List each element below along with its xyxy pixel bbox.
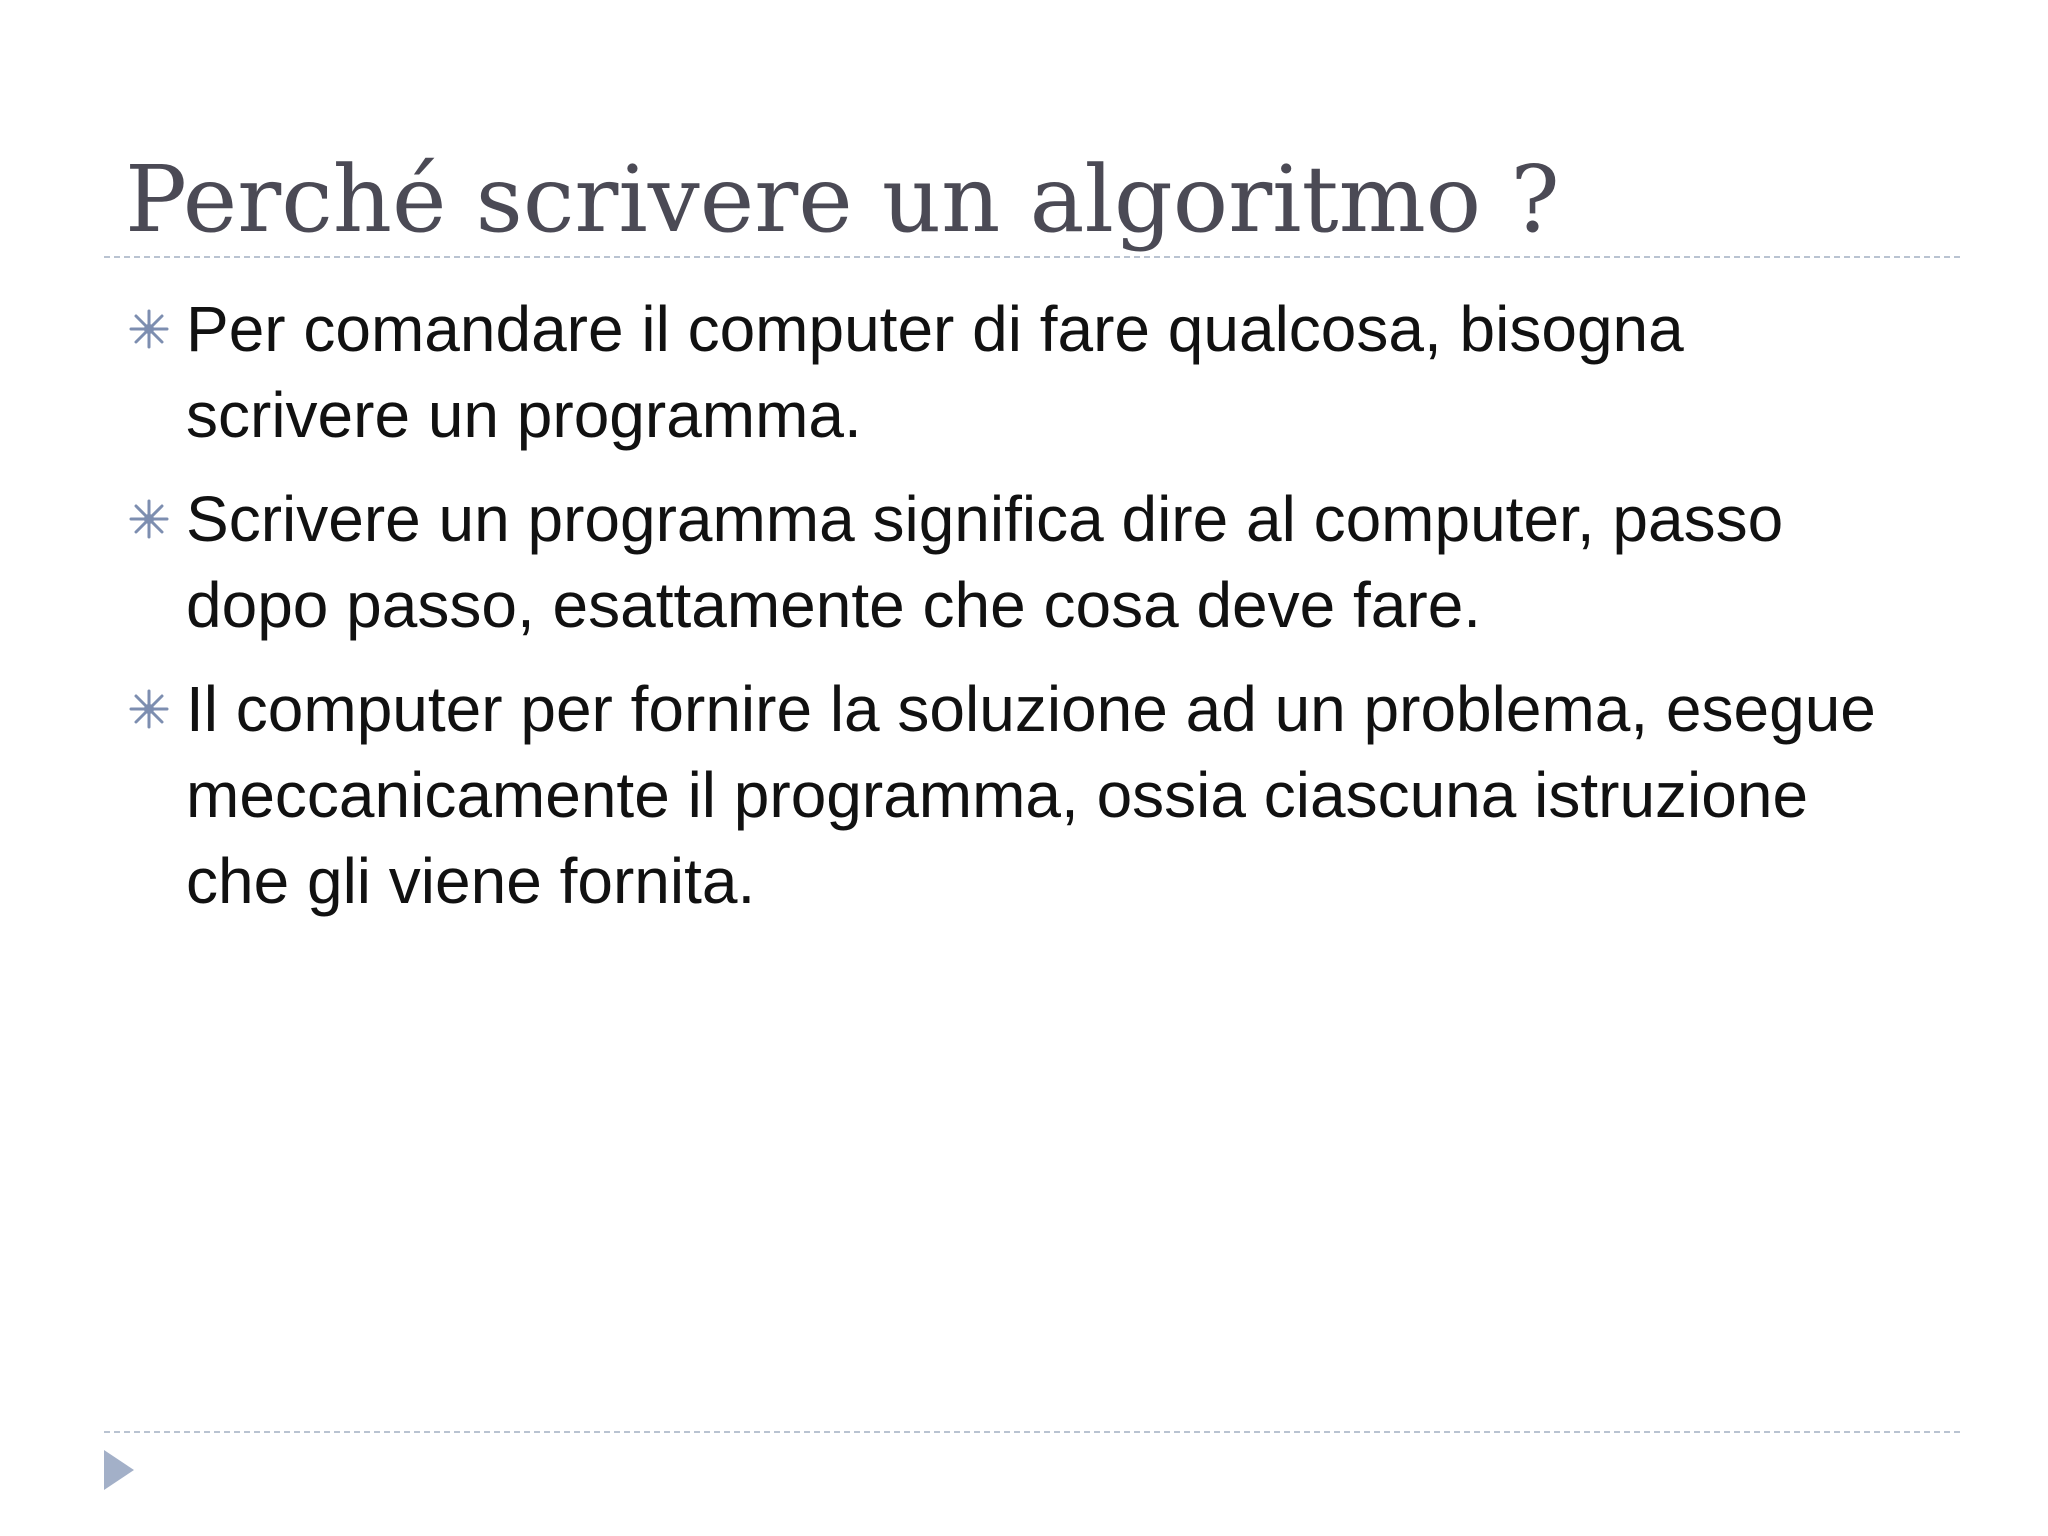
bullet-list: [128, 286, 1908, 942]
bullet-text: Il computer per fornire la soluzione ad un problema, esegue meccanicamente il programma, ossia ciascuna istruzione che gli viene fornita.: [186, 673, 1876, 917]
bullet-text: Scrivere un programma significa dire al computer, passo dopo passo, esattamente che cosa deve fare.: [186, 483, 1784, 641]
title-divider: [104, 256, 1960, 258]
snowflake-bullet-icon: [128, 688, 170, 730]
slide-title: Perché scrivere un algoritmo ?: [125, 146, 1560, 253]
footer-divider: [104, 1431, 1960, 1433]
bullet-item: [128, 286, 1908, 458]
bullet-text: Per comandare il computer di fare qualcosa, bisogna scrivere un programma.: [186, 293, 1684, 451]
snowflake-bullet-icon: [128, 308, 170, 350]
bullet-item: [128, 666, 1908, 924]
bullet-item: [128, 476, 1908, 648]
snowflake-bullet-icon: [128, 498, 170, 540]
play-triangle-icon[interactable]: [102, 1448, 136, 1492]
